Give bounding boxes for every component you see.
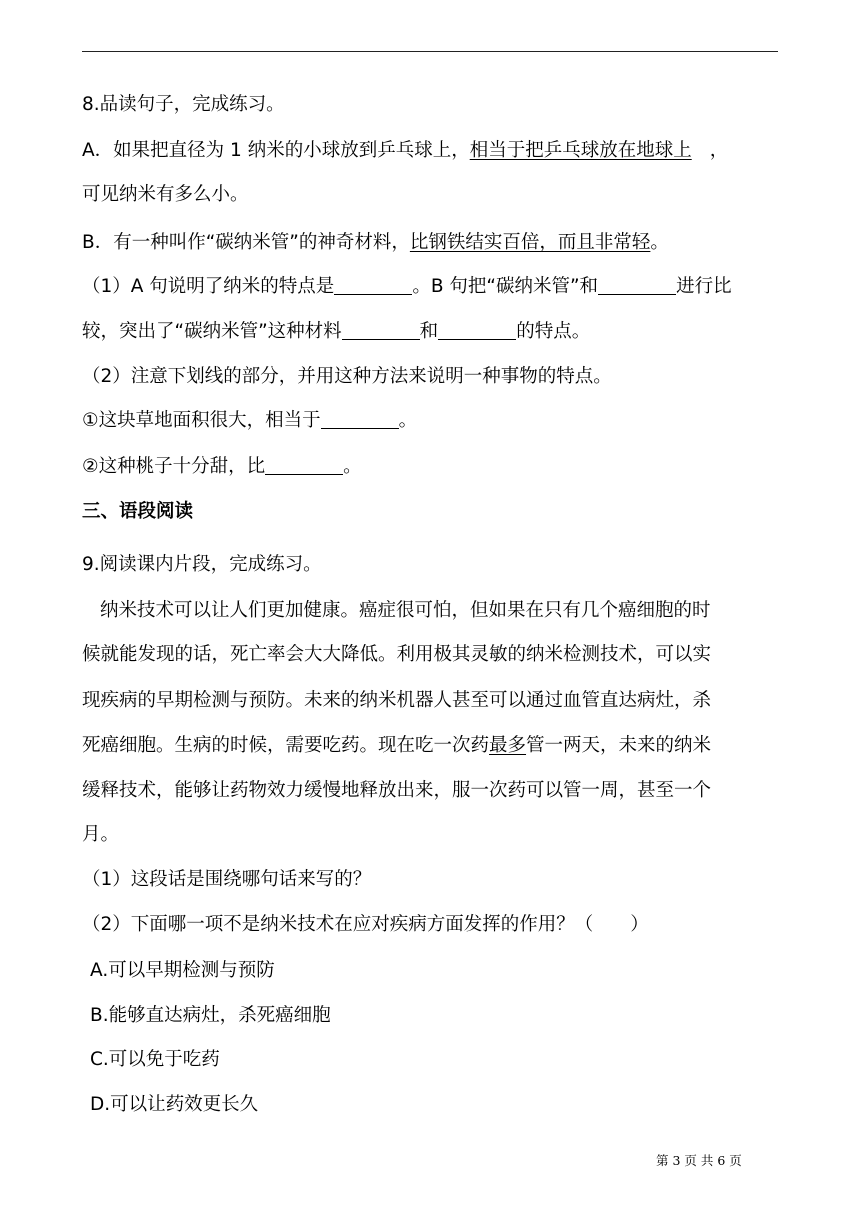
q9-sub1: （1）这段话是围绕哪句话来写的？ <box>82 869 372 890</box>
answer-blank[interactable] <box>438 321 516 340</box>
q8-a-text: A．如果把直径为 1 纳米的小球放到乒乓球上， <box>82 140 470 161</box>
q8-item1-text: ①这块草地面积很大，相当于 <box>82 410 321 431</box>
q8-p1-text-b: 。B 句把“碳纳米管”和 <box>412 276 599 297</box>
answer-blank[interactable] <box>265 456 343 475</box>
q9-para-line4-text: 死癌细胞。生病的时候，需要吃药。现在吃一次药 <box>82 735 490 756</box>
q8-p1-text-f: 的特点。 <box>516 321 591 342</box>
q9-para-underlined: 最多 <box>489 735 527 756</box>
q8-b-text: B．有一种叫作“碳纳米管”的神奇材料， <box>82 232 410 253</box>
q8-p1-text-e: 和 <box>419 321 439 342</box>
section-heading: 三、语段阅读 <box>82 501 194 522</box>
q9-para-line5: 缓释技术，能够让药物效力缓慢地释放出来，服一次药可以管一周，甚至一个 <box>82 780 712 801</box>
q9-sub2: （2）下面哪一项不是纳米技术在应对疾病方面发挥的作用？（ ） <box>82 914 649 935</box>
q8-item1 <box>82 407 417 435</box>
option-c[interactable]: C.可以免于吃药 <box>90 1049 220 1070</box>
option-a[interactable]: A.可以早期检测与预防 <box>90 960 275 981</box>
page-footer: 第 3 页 共 6 页 <box>656 1153 742 1168</box>
q8-part2: （2）注意下划线的部分，并用这种方法来说明一种事物的特点。 <box>82 366 612 387</box>
q9-para-line6: 月。 <box>82 824 120 845</box>
q8-item2-text: ②这种桃子十分甜，比 <box>82 456 266 477</box>
q8-sentence-b <box>82 229 669 257</box>
q9-para-line2: 候就能发现的话，死亡率会大大降低。利用极其灵敏的纳米检测技术，可以实 <box>82 644 712 665</box>
answer-blank[interactable] <box>321 410 399 429</box>
q8-a-comma: ， <box>709 140 729 161</box>
q8-item1-period: 。 <box>398 410 418 431</box>
header-rule <box>82 51 778 52</box>
q8-p1-text-c: 进行比 <box>676 276 732 297</box>
q8-b-underlined: 比钢铁结实百倍，而且非常轻 <box>409 232 651 253</box>
q8-item2 <box>82 453 362 481</box>
q9-para-line1: 纳米技术可以让人们更加健康。癌症很可怕，但如果在只有几个癌细胞的时 <box>100 600 711 621</box>
q9-title: 9.阅读课内片段，完成练习。 <box>82 554 322 575</box>
q9-para-line4-tail: 管一两天，未来的纳米 <box>526 735 712 756</box>
q8-title: 8.品读句子，完成练习。 <box>82 94 285 115</box>
q8-a-underlined: 相当于把乒乓球放在地球上 <box>469 140 692 161</box>
option-b[interactable]: B.能够直达病灶，杀死癌细胞 <box>90 1005 331 1026</box>
answer-blank[interactable] <box>598 276 676 295</box>
q8-sentence-a <box>82 137 728 165</box>
option-d[interactable]: D.可以让药效更长久 <box>90 1094 259 1115</box>
answer-blank[interactable] <box>342 321 420 340</box>
q8-part1-line1 <box>82 273 732 301</box>
q8-p1-text-d: 较，突出了“碳纳米管”这种材料 <box>82 321 342 342</box>
q8-b-period: 。 <box>650 232 669 253</box>
answer-blank[interactable] <box>334 276 412 295</box>
q9-para-line3: 现疾病的早期检测与预防。未来的纳米机器人甚至可以通过血管直达病灶，杀 <box>82 690 712 711</box>
q8-a-line2: 可见纳米有多么小。 <box>82 184 249 205</box>
q8-part1-line2 <box>82 318 590 346</box>
q8-p1-text-a: （1）A 句说明了纳米的特点是 <box>82 276 335 297</box>
q9-para-line4 <box>82 732 711 760</box>
q8-item2-period: 。 <box>343 456 362 477</box>
